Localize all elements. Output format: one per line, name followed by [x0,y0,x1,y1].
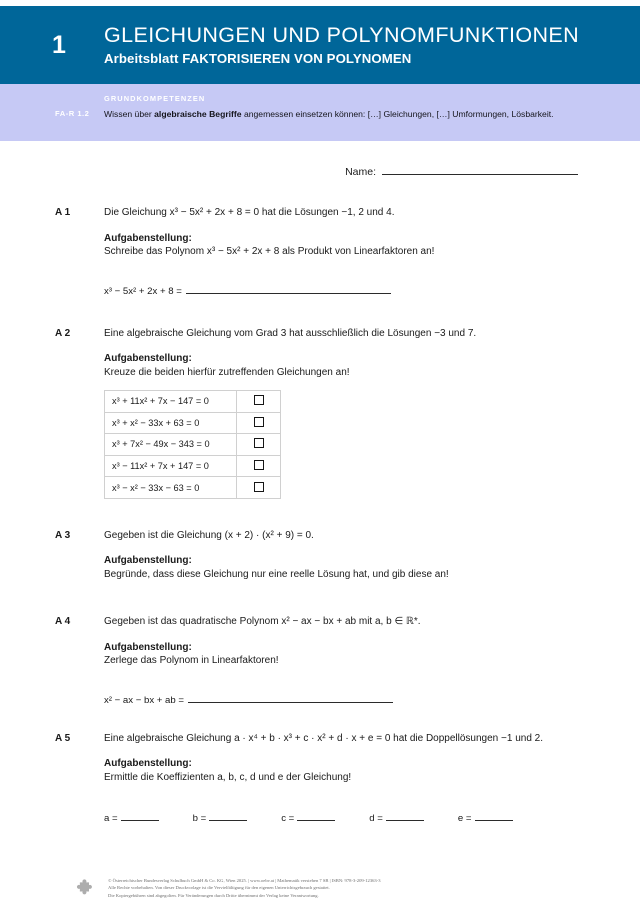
task-a2-prompt-label: Aufgabenstellung: [104,353,192,364]
equation-checkbox-cell[interactable] [237,434,281,456]
competency-text-before: Wissen über [104,109,155,119]
equation-checkbox-cell[interactable] [237,477,281,499]
checkbox-icon[interactable] [254,482,264,492]
task-a4-answer-row [104,692,610,706]
coefficient-label-e: e = [457,813,472,825]
task-a4-answer-expression: x² − ax − bx + ab = [104,694,184,706]
coefficient-input-b[interactable] [209,810,247,821]
worksheet-content [0,178,640,824]
task-a5-id: A 5 [55,732,71,744]
coefficient-item-d [369,810,424,824]
footer-line-1: © Österreichischer Bundesverlag Schulbuch GmbH & Co. KG, Wien 2025. | www.oebv.at | Mathematik verstehen 7 SB | ISBN: 978-3-209-12363-3 [108,877,381,883]
task-a5-intro: Eine algebraische Gleichung a · x⁴ + b · x³ + c · x² + d · x + e = 0 hat die Doppellösungen −1 und 2. [104,732,543,744]
checkbox-icon[interactable] [254,417,264,427]
task-a1-prompt-label: Aufgabenstellung: [104,232,192,244]
equation-checkbox-cell[interactable] [237,391,281,413]
equation-label: x³ + x² − 33x + 63 = 0 [105,412,237,434]
equation-label: x³ − 11x² + 7x + 147 = 0 [105,455,237,477]
task-a1-answer-row [104,283,610,297]
coefficient-item-b [193,810,248,824]
coefficient-input-d[interactable] [386,810,424,821]
equation-label: x³ − x² − 33x − 63 = 0 [105,477,237,499]
coefficient-item-a [104,810,159,824]
coefficient-answer-row [104,810,610,824]
header-text-group [104,24,579,65]
coefficient-item-e [458,810,513,824]
task-a5-prompt-label: Aufgabenstellung: [104,758,192,770]
competency-text-bold: algebraische Begriffe [154,109,242,119]
competency-text-after: angemessen einsetzen können: […] Gleichungen, […] Umformungen, Lösbarkeit. [241,109,554,119]
equation-checkbox-cell[interactable] [237,412,281,434]
task-a5-body [104,732,610,825]
page-subtitle: Arbeitsblatt FAKTORISIEREN VON POLYNOMEN [104,50,412,66]
table-row [105,477,281,499]
task-a1-intro: Die Gleichung x³ − 5x² + 2x + 8 = 0 hat die Lösungen −1, 2 und 4. [104,207,395,218]
competency-main [104,94,640,120]
task-a3-id: A 3 [55,529,71,541]
coefficient-label-d: d = [369,813,383,825]
competency-band [0,84,640,141]
table-row [105,391,281,413]
checkbox-icon[interactable] [254,395,264,405]
task-a2-intro: Eine algebraische Gleichung vom Grad 3 hat ausschließlich die Lösungen −3 und 7. [104,327,477,339]
footer-line-3: Die Kopiergebühren sind abgegolten. Für Veränderungen durch Dritte übernimmt der Verlag keine Verantwortung. [108,892,319,898]
coefficient-input-a[interactable] [121,810,159,821]
puzzle-piece-icon [76,877,98,899]
task-a1-prompt: Schreibe das Polynom x³ − 5x² + 2x + 8 als Produkt von Linearfaktoren an! [104,246,435,257]
task-a3-intro: Gegeben ist die Gleichung (x + 2) · (x² + 9) = 0. [104,529,314,541]
task-a2-id: A 2 [55,327,71,339]
page-header [0,6,640,84]
task-a4 [0,615,640,706]
equation-choice-table [104,390,281,499]
task-a2 [0,327,640,499]
checkbox-icon[interactable] [254,460,264,470]
task-a3-body [104,529,610,582]
page-title: GLEICHUNGEN UND POLYNOMFUNKTIONEN [104,23,580,48]
task-a4-id: A 4 [55,616,71,628]
task-a1-answer-input[interactable] [186,283,391,294]
task-a4-answer-input[interactable] [188,692,393,703]
footer-line-2: Alle Rechte vorbehalten. Von dieser Druckvorlage ist die Vervielfältigung für den eigenen Unterrichtsgebrauch gestattet. [108,885,330,891]
coefficient-input-e[interactable] [475,810,513,821]
task-a5 [0,732,640,825]
task-a1 [0,206,640,297]
table-row [105,434,281,456]
page-footer [0,877,640,899]
chapter-number: 1 [52,30,66,59]
coefficient-item-c [281,810,335,824]
task-a4-prompt-label: Aufgabenstellung: [104,641,192,653]
task-a4-prompt: Zerlege das Polynom in Linearfaktoren! [104,655,279,667]
competency-heading: GRUNDKOMPETENZEN [104,94,206,103]
task-a2-body [104,327,610,499]
table-row [105,412,281,434]
checkbox-icon[interactable] [254,438,264,448]
task-a1-id: A 1 [55,207,71,218]
task-a4-body [104,615,610,706]
name-row [0,163,640,178]
name-input[interactable] [382,163,578,175]
task-a3 [0,529,640,582]
coefficient-input-c[interactable] [297,810,335,821]
task-a4-intro: Gegeben ist das quadratische Polynom x² − ax − bx + ab mit a, b ∈ ℝ*. [104,616,421,628]
equation-choice-body [105,391,281,499]
coefficient-label-c: c = [281,813,295,825]
table-row [105,455,281,477]
competency-text [104,109,610,120]
name-label: Name: [345,166,376,178]
competency-code: FA-R 1.2 [55,109,90,118]
task-a3-prompt: Begründe, dass diese Gleichung nur eine reelle Lösung hat, und gib diese an! [104,568,449,580]
coefficient-label-a: a = [104,813,118,825]
coefficient-label-b: b = [192,813,207,825]
task-a5-prompt: Ermittle die Koeffizienten a, b, c, d und e der Gleichung! [104,771,352,783]
task-a3-prompt-label: Aufgabenstellung: [104,555,192,567]
equation-checkbox-cell[interactable] [237,455,281,477]
task-a1-answer-expression: x³ − 5x² + 2x + 8 = [104,285,182,297]
task-a2-prompt: Kreuze die beiden hierfür zutreffenden Gleichungen an! [104,366,350,378]
equation-label: x³ + 7x² − 49x − 343 = 0 [105,434,237,456]
footer-text [108,877,381,899]
task-a1-body [104,206,610,297]
equation-label: x³ + 11x² + 7x − 147 = 0 [105,391,237,413]
